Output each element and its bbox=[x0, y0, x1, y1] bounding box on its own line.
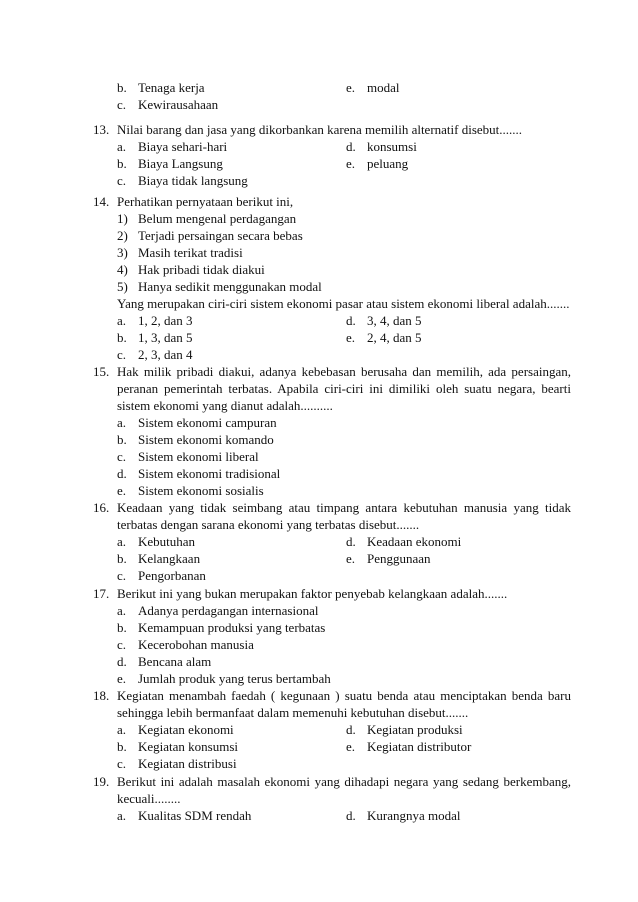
option-text: Penggunaan bbox=[367, 551, 431, 566]
statement-3 bbox=[117, 245, 243, 261]
option-b bbox=[117, 551, 200, 567]
statement-text: Masih terikat tradisi bbox=[138, 245, 243, 260]
option-label: d. bbox=[346, 722, 356, 737]
option-label: a. bbox=[117, 534, 127, 549]
option-a bbox=[117, 603, 318, 619]
option-e bbox=[346, 330, 422, 346]
option-d bbox=[346, 722, 463, 738]
option-d bbox=[346, 534, 461, 550]
option-label: b. bbox=[117, 330, 127, 345]
option-text: Sistem ekonomi sosialis bbox=[138, 483, 264, 498]
option-e bbox=[117, 671, 331, 687]
option-text: Pengorbanan bbox=[138, 568, 206, 583]
option-label: d. bbox=[346, 313, 356, 328]
option-label: c. bbox=[117, 449, 127, 464]
question-stem: Nilai barang dan jasa yang dikorbankan karena memilih alternatif disebut....... bbox=[117, 122, 523, 137]
statement-text: Hanya sedikit menggunakan modal bbox=[138, 279, 322, 294]
question-number: 16. bbox=[93, 500, 110, 515]
option-c bbox=[117, 449, 259, 465]
option-text: Sistem ekonomi komando bbox=[138, 432, 274, 447]
option-text: Kurangnya modal bbox=[367, 808, 461, 823]
option-label: e. bbox=[346, 156, 356, 171]
option-a bbox=[117, 808, 251, 824]
option-b bbox=[117, 620, 325, 636]
option-d bbox=[346, 313, 422, 329]
question-stem-line-1: Berikut ini adalah masalah ekonomi yang dihadapi negara yang sedang berkembang, bbox=[117, 774, 571, 789]
option-c bbox=[117, 347, 193, 363]
statement-text: Hak pribadi tidak diakui bbox=[138, 262, 265, 277]
statement-label: 1) bbox=[117, 211, 128, 226]
option-text: 1, 2, dan 3 bbox=[138, 313, 193, 328]
option-e bbox=[117, 483, 264, 499]
option-a bbox=[117, 534, 195, 550]
option-d bbox=[117, 466, 280, 482]
option-label: b. bbox=[117, 80, 127, 95]
option-label: e. bbox=[117, 671, 127, 686]
question-stem-line-1: Kegiatan menambah faedah ( kegunaan ) suatu benda atau menciptakan benda baru bbox=[117, 688, 571, 703]
option-label: e. bbox=[346, 330, 356, 345]
option-c bbox=[117, 568, 206, 584]
option-e bbox=[346, 551, 431, 567]
question-number: 13. bbox=[93, 122, 110, 137]
statement-2 bbox=[117, 228, 303, 244]
option-text: 2, 4, dan 5 bbox=[367, 330, 422, 345]
option-label: b. bbox=[117, 551, 127, 566]
question-number: 19. bbox=[93, 774, 110, 789]
option-text: Biaya sehari-hari bbox=[138, 139, 228, 154]
option-d bbox=[346, 139, 417, 155]
option-e bbox=[346, 80, 400, 96]
option-label: b. bbox=[117, 620, 127, 635]
option-text: Adanya perdagangan internasional bbox=[138, 603, 319, 618]
option-text: Tenaga kerja bbox=[138, 80, 205, 95]
option-b bbox=[117, 156, 223, 172]
statement-4 bbox=[117, 262, 265, 278]
option-text: Biaya tidak langsung bbox=[138, 173, 248, 188]
option-a bbox=[117, 139, 227, 155]
statement-text: Terjadi persaingan secara bebas bbox=[138, 228, 303, 243]
option-label: e. bbox=[346, 551, 356, 566]
option-label: b. bbox=[117, 156, 127, 171]
option-label: a. bbox=[117, 139, 127, 154]
option-d bbox=[346, 808, 461, 824]
option-text: Kecerobohan manusia bbox=[138, 637, 254, 652]
statement-label: 3) bbox=[117, 245, 128, 260]
option-text: Kegiatan distribusi bbox=[138, 756, 237, 771]
question-stem-line-2: kecuali........ bbox=[117, 791, 181, 806]
option-a bbox=[117, 722, 234, 738]
option-b bbox=[117, 330, 193, 346]
question-number: 15. bbox=[93, 364, 110, 379]
option-label: e. bbox=[346, 80, 356, 95]
option-e bbox=[346, 156, 408, 172]
option-text: Jumlah produk yang terus bertambah bbox=[138, 671, 331, 686]
option-text: 1, 3, dan 5 bbox=[138, 330, 193, 345]
option-label: d. bbox=[117, 466, 127, 481]
option-label: a. bbox=[117, 603, 127, 618]
option-text: Kegiatan ekonomi bbox=[138, 722, 234, 737]
option-label: a. bbox=[117, 415, 127, 430]
option-c bbox=[117, 756, 237, 772]
option-b bbox=[117, 80, 205, 96]
option-label: e. bbox=[117, 483, 127, 498]
option-text: Biaya Langsung bbox=[138, 156, 223, 171]
option-text: peluang bbox=[367, 156, 409, 171]
question-number: 18. bbox=[93, 688, 110, 703]
option-text: konsumsi bbox=[367, 139, 417, 154]
statement-1 bbox=[117, 211, 296, 227]
statement-5 bbox=[117, 279, 322, 295]
option-text: Sistem ekonomi liberal bbox=[138, 449, 259, 464]
option-label: a. bbox=[117, 313, 127, 328]
statement-text: Belum mengenal perdagangan bbox=[138, 211, 297, 226]
option-label: d. bbox=[346, 534, 356, 549]
question-stem-line-1: Keadaan yang tidak seimbang atau timpang antara kebutuhan manusia yang tidak bbox=[117, 500, 571, 515]
option-text: 2, 3, dan 4 bbox=[138, 347, 193, 362]
option-text: Bencana alam bbox=[138, 654, 212, 669]
option-label: d. bbox=[346, 808, 356, 823]
option-text: Kewirausahaan bbox=[138, 97, 219, 112]
option-b bbox=[117, 432, 274, 448]
option-label: c. bbox=[117, 173, 127, 188]
option-label: b. bbox=[117, 432, 127, 447]
option-text: Sistem ekonomi campuran bbox=[138, 415, 277, 430]
question-stem-line-3: sistem ekonomi yang dianut adalah.......... bbox=[117, 398, 333, 413]
question-stem: Berikut ini yang bukan merupakan faktor penyebab kelangkaan adalah....... bbox=[117, 586, 508, 601]
question-stem-line-1: Hak milik pribadi diakui, adanya kebebasan berusaha dan memilih, ada persaingan, bbox=[117, 364, 571, 379]
option-text: Kegiatan konsumsi bbox=[138, 739, 239, 754]
question-stem-line-2: terbatas dengan sarana ekonomi yang terbatas disebut....... bbox=[117, 517, 420, 532]
option-label: a. bbox=[117, 722, 127, 737]
option-text: Sistem ekonomi tradisional bbox=[138, 466, 281, 481]
option-text: Keadaan ekonomi bbox=[367, 534, 462, 549]
option-text: modal bbox=[367, 80, 400, 95]
option-c bbox=[117, 97, 218, 113]
option-label: c. bbox=[117, 568, 127, 583]
option-label: e. bbox=[346, 739, 356, 754]
option-label: c. bbox=[117, 756, 127, 771]
option-text: Kelangkaan bbox=[138, 551, 201, 566]
option-text: Kebutuhan bbox=[138, 534, 196, 549]
question-stem: Perhatikan pernyataan berikut ini, bbox=[117, 194, 294, 209]
option-label: c. bbox=[117, 347, 127, 362]
option-text: Kegiatan distributor bbox=[367, 739, 472, 754]
option-label: d. bbox=[346, 139, 356, 154]
option-text: 3, 4, dan 5 bbox=[367, 313, 422, 328]
question-number: 17. bbox=[93, 586, 110, 601]
option-label: c. bbox=[117, 637, 127, 652]
question-stem-line-2: sehingga lebih bermanfaat dalam memenuhi kebutuhan disebut....... bbox=[117, 705, 469, 720]
statement-label: 4) bbox=[117, 262, 128, 277]
option-a bbox=[117, 313, 193, 329]
statement-label: 5) bbox=[117, 279, 128, 294]
option-text: Kegiatan produksi bbox=[367, 722, 463, 737]
option-label: a. bbox=[117, 808, 127, 823]
option-label: c. bbox=[117, 97, 127, 112]
option-c bbox=[117, 173, 248, 189]
option-d bbox=[117, 654, 211, 670]
option-e bbox=[346, 739, 471, 755]
option-a bbox=[117, 415, 277, 431]
option-label: d. bbox=[117, 654, 127, 669]
question-prompt: Yang merupakan ciri-ciri sistem ekonomi pasar atau sistem ekonomi liberal adalah....... bbox=[117, 296, 570, 311]
option-label: b. bbox=[117, 739, 127, 754]
statement-label: 2) bbox=[117, 228, 128, 243]
option-text: Kemampuan produksi yang terbatas bbox=[138, 620, 326, 635]
option-c bbox=[117, 637, 254, 653]
question-stem-line-2: peranan pemerintah terbatas. Apabila ciri-ciri ini dimiliki oleh suatu negara, bearti bbox=[117, 381, 571, 396]
question-number: 14. bbox=[93, 194, 110, 209]
option-text: Kualitas SDM rendah bbox=[138, 808, 252, 823]
option-b bbox=[117, 739, 238, 755]
